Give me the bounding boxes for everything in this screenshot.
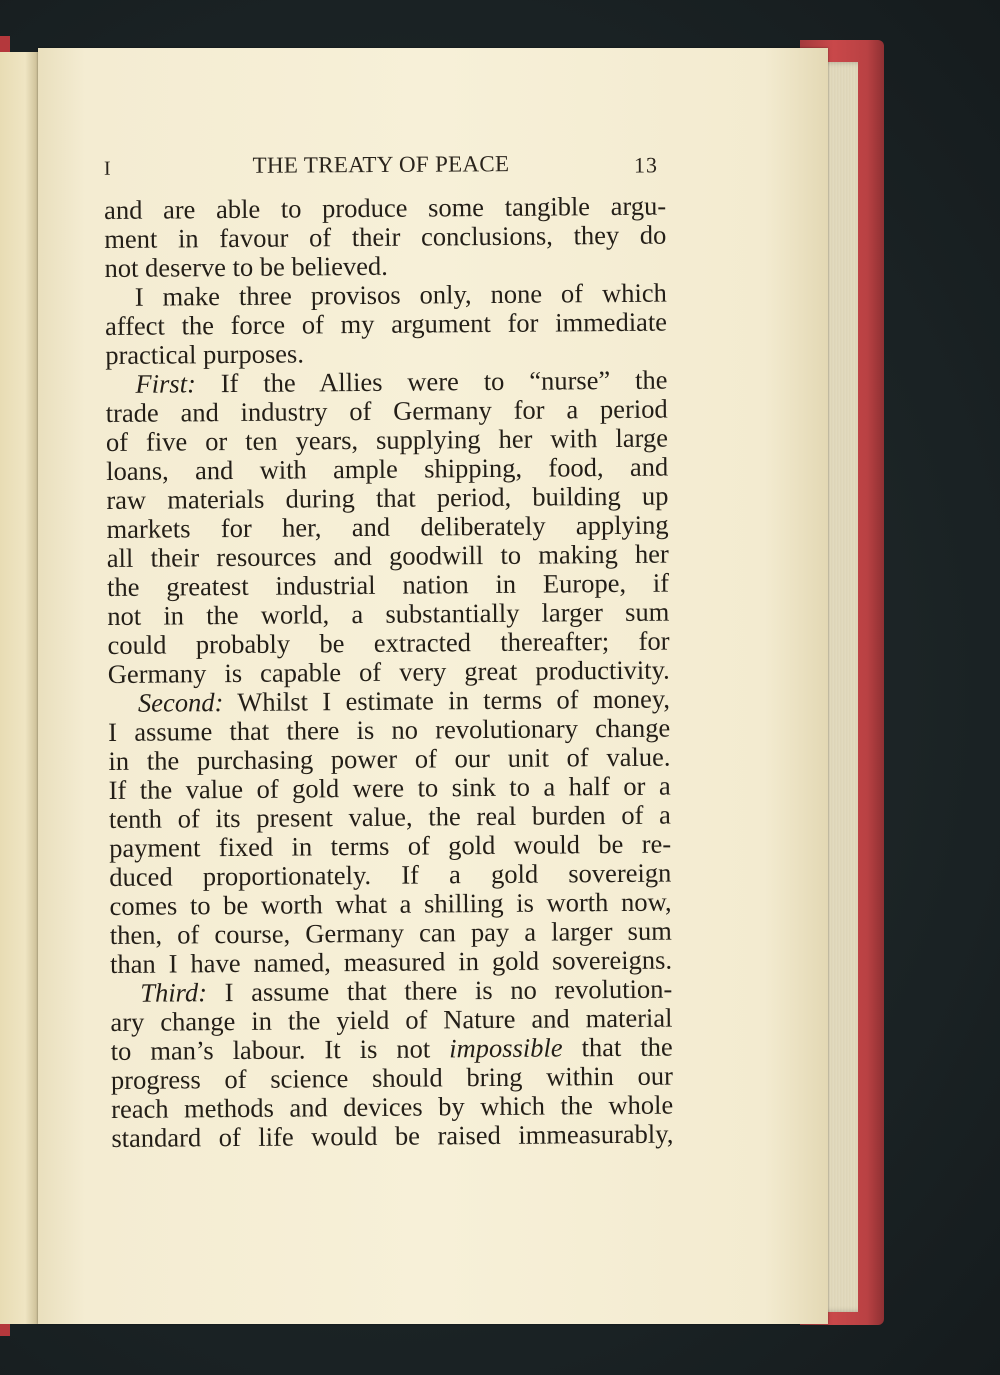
text-line: practical purposes.: [105, 338, 305, 370]
text-line: and are able to produce some tangible argu-: [103, 190, 667, 225]
text-line: loans, and with ample shipping, food, and: [106, 451, 669, 486]
text-line: to man’s labour. It is not impossible that the: [110, 1031, 673, 1066]
text-line: of five or ten years, supplying her with large: [105, 422, 669, 457]
text-line: If the value of gold were to sink to a half or a: [108, 770, 671, 805]
proviso-label: Second:: [137, 687, 224, 718]
text-line: I assume that there is no revolutionary change: [108, 712, 671, 747]
paragraph-first-proviso: [105, 366, 669, 689]
proviso-label: First:: [135, 368, 196, 399]
paragraph-third-proviso: [110, 975, 673, 1153]
emphasis-word: impossible: [449, 1032, 563, 1064]
paragraph-1: [104, 192, 667, 283]
text-line: ment in favour of their conclusions, they do: [104, 219, 667, 254]
text-line: ary change in the yield of Nature and material: [110, 1002, 673, 1037]
text-line: affect the force of my argument for immediate: [104, 306, 668, 341]
text-line: trade and industry of Germany for a period: [105, 393, 668, 428]
chapter-number: I: [103, 157, 111, 180]
text-line: Germany is capable of very great productivity.: [107, 654, 670, 689]
text-line: I make three provisos only, none of which: [134, 277, 667, 312]
text-line: Second: Whilst I estimate in terms of money,: [137, 683, 671, 718]
chapter-title: THE TREATY OF PEACE: [252, 151, 510, 178]
text-line: payment fixed in terms of gold would be re-: [109, 828, 672, 863]
text-line: First: If the Allies were to “nurse” the: [135, 364, 668, 399]
text-line: markets for her, and deliberately applying: [106, 509, 669, 544]
text-line: progress of science should bring within our: [110, 1060, 674, 1095]
paragraph-second-proviso: [108, 685, 672, 979]
text-line: could probably be extracted thereafter; for: [107, 625, 670, 660]
text-line: comes to be worth what a shilling is worth now,: [109, 886, 672, 921]
body-text: [104, 192, 673, 1153]
text-line: than I have named, measured in gold sovereigns.: [109, 944, 673, 979]
proviso-label: Third:: [140, 977, 208, 1008]
text-line: in the purchasing power of our unit of value.: [108, 741, 671, 776]
text-line: all their resources and goodwill to making her: [106, 538, 669, 573]
text-line: raw materials during that period, building up: [106, 480, 669, 515]
text-line: reach methods and devices by which the whole: [111, 1089, 674, 1124]
running-head: [104, 148, 658, 187]
text-line: not deserve to be believed.: [104, 250, 388, 283]
text-line: Third: I assume that there is no revolution-: [140, 973, 673, 1008]
paragraph-2: [105, 279, 668, 370]
left-page-sliver: [0, 52, 42, 1324]
text-line: not in the world, a substantially larger sum: [107, 596, 670, 631]
text-line: standard of life would be raised immeasurably,: [111, 1118, 674, 1153]
text-line: the greatest industrial nation in Europe, if: [106, 567, 670, 602]
text-line: then, of course, Germany can pay a larger sum: [109, 915, 672, 950]
text-line: duced proportionately. If a gold sovereign: [109, 857, 672, 892]
page-number: 13: [633, 152, 659, 178]
text-line: tenth of its present value, the real burden of a: [108, 799, 671, 834]
